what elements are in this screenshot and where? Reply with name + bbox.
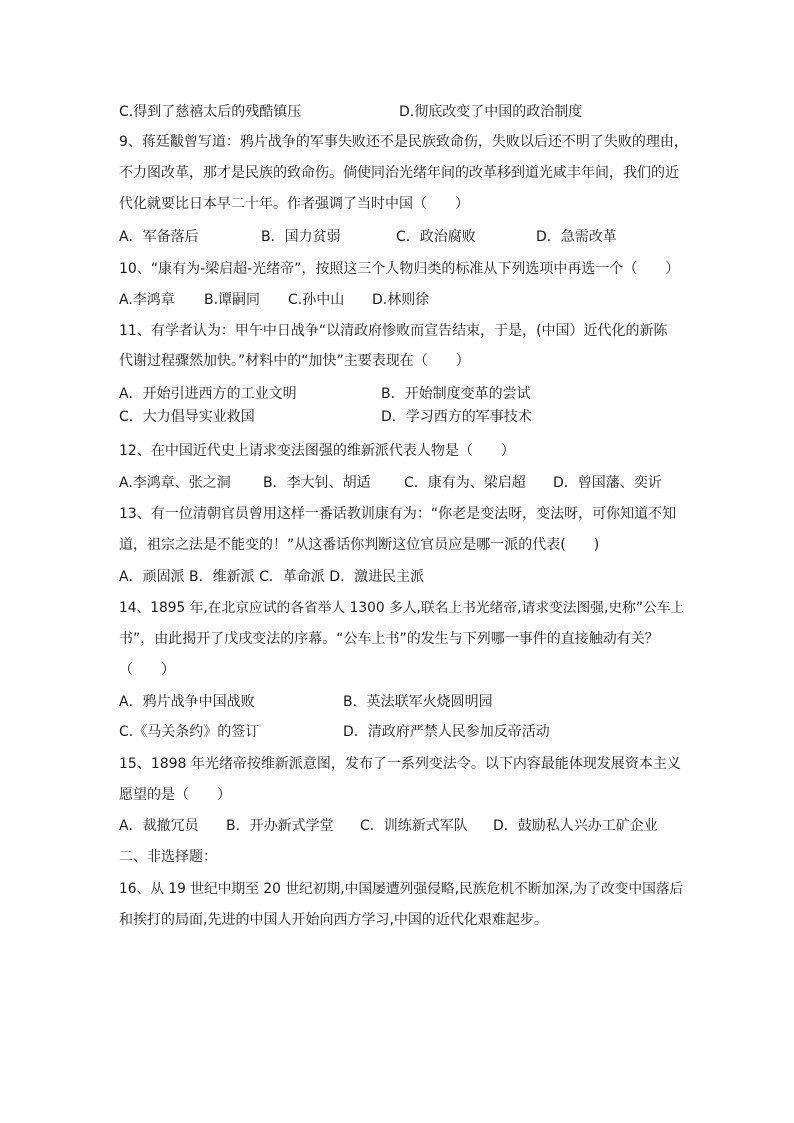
- q9-option-a: A．军备落后: [119, 229, 199, 245]
- q12-option-b: B．李大钊、胡适: [263, 475, 371, 491]
- q12-option-c: C．康有为、梁启超: [404, 475, 526, 491]
- q14-line-2: 书”，由此揭开了戊戌变法的序幕。“公车上书”的发生与下列哪一事件的直接触动有关？: [119, 631, 659, 647]
- q9-line-3: 代化就要比日本早二十年。作者强调了当时中国（ ）: [119, 196, 469, 212]
- q13-line-2: 道，祖宗之法是不能变的！”从这番话你判断这位官员应是哪一派的代表( ): [119, 537, 600, 553]
- q8-option-d: D.彻底改变了中国的政治制度: [399, 104, 583, 120]
- q14-option-c: C.《马关条约》的签订: [119, 724, 260, 740]
- q13-options: A．顽固派 B．维新派 C．革命派 D．激进民主派: [119, 569, 425, 585]
- q11-option-d: D．学习西方的军事技术: [381, 409, 532, 425]
- q10-option-c: C.孙中山: [288, 292, 345, 308]
- q15-option-a: A．裁撤冗员: [119, 818, 199, 834]
- q9-line-1: 9、蒋廷黻曾写道：鸦片战争的军事失败还不是民族致命伤，失败以后还不明了失败的理由，: [119, 134, 688, 150]
- q14-option-b: B．英法联军火烧圆明园: [343, 694, 493, 710]
- q15-option-d: D．鼓励私人兴办工矿企业: [493, 818, 658, 834]
- q14-line-3: （ ）: [119, 662, 175, 678]
- q16-line-2: 和挨打的局面,先进的中国人开始向西方学习,中国的近代化艰难起步。: [119, 912, 548, 928]
- q14-option-d: D．清政府严禁人民参加反帝活动: [343, 724, 550, 740]
- q11-option-b: B．开始制度变革的尝试: [381, 386, 531, 402]
- q10-line: 10、“康有为-梁启超-光绪帝”，按照这三个人物归类的标准从下列选项中再选一个（ ）: [119, 261, 680, 277]
- q9-option-c: C．政治腐败: [396, 229, 476, 245]
- q11-option-c: C．大力倡导实业救国: [119, 409, 255, 425]
- q10-option-a: A.李鸿章: [119, 292, 175, 308]
- q15-option-b: B．开办新式学堂: [226, 818, 334, 834]
- q12-option-d: D．曾国藩、奕䜣: [553, 475, 662, 491]
- q9-line-2: 不力图改革，那才是民族的致命伤。倘使同治光绪年间的改革移到道光咸丰年间，我们的近: [119, 165, 679, 181]
- q15-line-1: 15、1898 年光绪帝按维新派意图，发布了一系列变法令。以下内容最能体现发展资本主义: [119, 756, 681, 772]
- q11-option-a: A．开始引进西方的工业文明: [119, 386, 297, 402]
- q15-line-2: 愿望的是（ ）: [119, 787, 231, 803]
- q11-line-2: 代谢过程骤然加快。”材料中的“加快”主要表现在（ ）: [119, 353, 470, 369]
- q14-line-1: 14、1895 年,在北京应试的各省举人 1300 多人,联名上书光绪帝,请求变法图强,史称”公车上: [119, 600, 685, 616]
- section-2-heading: 二、非选择题：: [119, 849, 217, 865]
- q9-option-d: D．急需改革: [536, 229, 617, 245]
- q9-option-b: B．国力贫弱: [261, 229, 341, 245]
- q12-line: 12、在中国近代史上请求变法图强的维新派代表人物是（ ）: [119, 443, 515, 459]
- q10-option-b: B.谭嗣同: [204, 292, 261, 308]
- q15-option-c: C．训练新式军队: [360, 818, 468, 834]
- q14-option-a: A．鸦片战争中国战败: [119, 694, 255, 710]
- q10-option-d: D.林则徐: [372, 292, 430, 308]
- q16-line-1: 16、从 19 世纪中期至 20 世纪初期,中国屡遭列强侵略,民族危机不断加深,为了改变中国落后: [119, 881, 684, 897]
- q11-line-1: 11、有学者认为：甲午中日战争“以清政府惨败而宣告结束，于是，(中国）近代化的新陈: [119, 323, 668, 339]
- q12-option-a: A.李鸿章、张之洞: [119, 475, 231, 491]
- q8-option-c: C.得到了慈禧太后的残酷镇压: [119, 104, 302, 120]
- q13-line-1: 13、有一位清朝官员曾用这样一番话教训康有为：“你老是变法呀，变法呀，可你知道不知: [119, 506, 677, 522]
